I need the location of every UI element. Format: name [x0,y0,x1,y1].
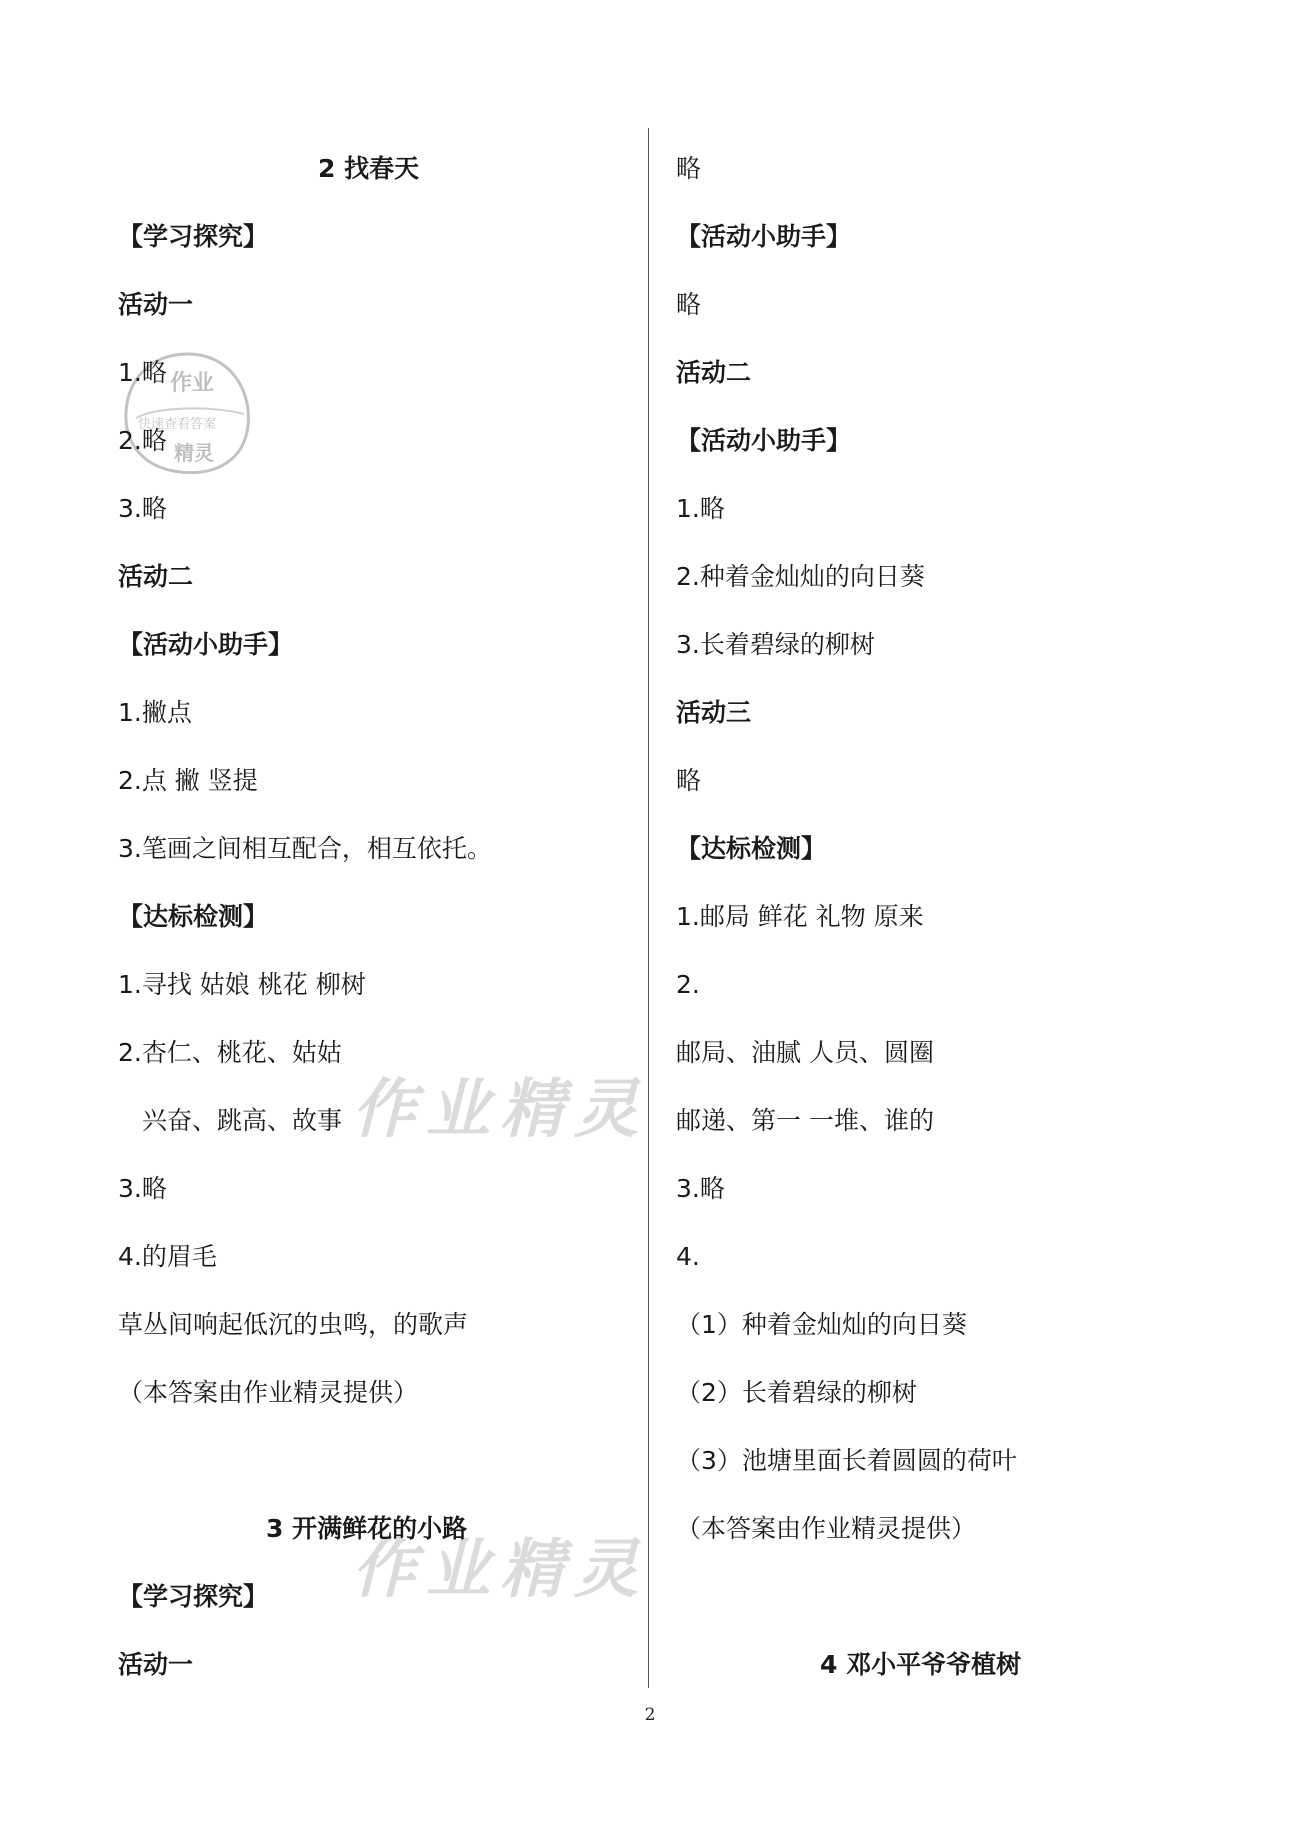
answer-line: 4. [676,1242,700,1271]
heading-activity-1: 活动一 [118,1650,194,1679]
watermark-2: 作业精灵 [352,1532,648,1607]
answer-line: 兴奋、跳高、故事 [142,1106,343,1135]
answer-line: 1.撇点 [118,698,192,727]
answer-line: 略 [676,766,702,795]
section-title-3: 3 开满鲜花的小路 [266,1514,468,1543]
heading-helper: 【活动小助手】 [118,630,294,659]
source-note: （本答案由作业精灵提供） [118,1378,419,1407]
answer-line: （3）池塘里面长着圆圆的荷叶 [676,1446,1017,1475]
answer-line: 略 [676,290,702,319]
answer-line: 4.的眉毛 [118,1242,217,1271]
heading-activity-2: 活动二 [676,358,752,387]
answer-line: （2）长着碧绿的柳树 [676,1378,917,1407]
answer-line: （1）种着金灿灿的向日葵 [676,1310,967,1339]
section-title-2: 2 找春天 [318,154,420,183]
stamp-text-top: 作业 [170,370,215,396]
answer-line: 3.笔画之间相互配合，相互依托。 [118,834,492,863]
stamp-text-mid: 快速查看答案 [138,417,217,432]
heading-check: 【达标检测】 [676,834,827,863]
answer-line: 1.寻找 姑娘 桃花 柳树 [118,970,366,999]
answer-line: 3.略 [676,1174,725,1203]
answer-line: 邮局、油腻 人员、圆圈 [676,1038,934,1067]
answer-line: 3.略 [118,1174,167,1203]
answer-line: 草丛间响起低沉的虫鸣，的歌声 [118,1310,469,1339]
heading-helper: 【活动小助手】 [676,426,852,455]
heading-helper: 【活动小助手】 [676,222,852,251]
answer-line: 2.点 撇 竖提 [118,766,258,795]
heading-check: 【达标检测】 [118,902,269,931]
answer-line: 2.种着金灿灿的向日葵 [676,562,925,591]
source-note: （本答案由作业精灵提供） [676,1514,977,1543]
heading-activity-2: 活动二 [118,562,194,591]
heading-activity-1: 活动一 [118,290,194,319]
answer-line: 1.邮局 鲜花 礼物 原来 [676,902,924,931]
answer-line: 2.略 [118,426,167,455]
page-number: 2 [644,1705,656,1725]
heading-activity-3: 活动三 [676,698,752,727]
answer-line: 3.略 [118,494,167,523]
answer-line: 1.略 [676,494,725,523]
stamp-text-bottom: 精灵 [174,441,214,465]
heading-study: 【学习探究】 [118,1582,269,1611]
section-title-4: 4 邓小平爷爷植树 [820,1650,1022,1679]
answer-line: 2. [676,970,700,999]
answer-line: 邮递、第一 一堆、谁的 [676,1106,934,1135]
answer-line: 2.杏仁、桃花、姑姑 [118,1038,342,1067]
answer-line: 略 [676,154,702,183]
answer-line: 3.长着碧绿的柳树 [676,630,875,659]
heading-study: 【学习探究】 [118,222,269,251]
watermark-1: 作业精灵 [352,1072,648,1147]
answer-line: 1.略 [118,358,167,387]
column-divider [648,128,649,1688]
